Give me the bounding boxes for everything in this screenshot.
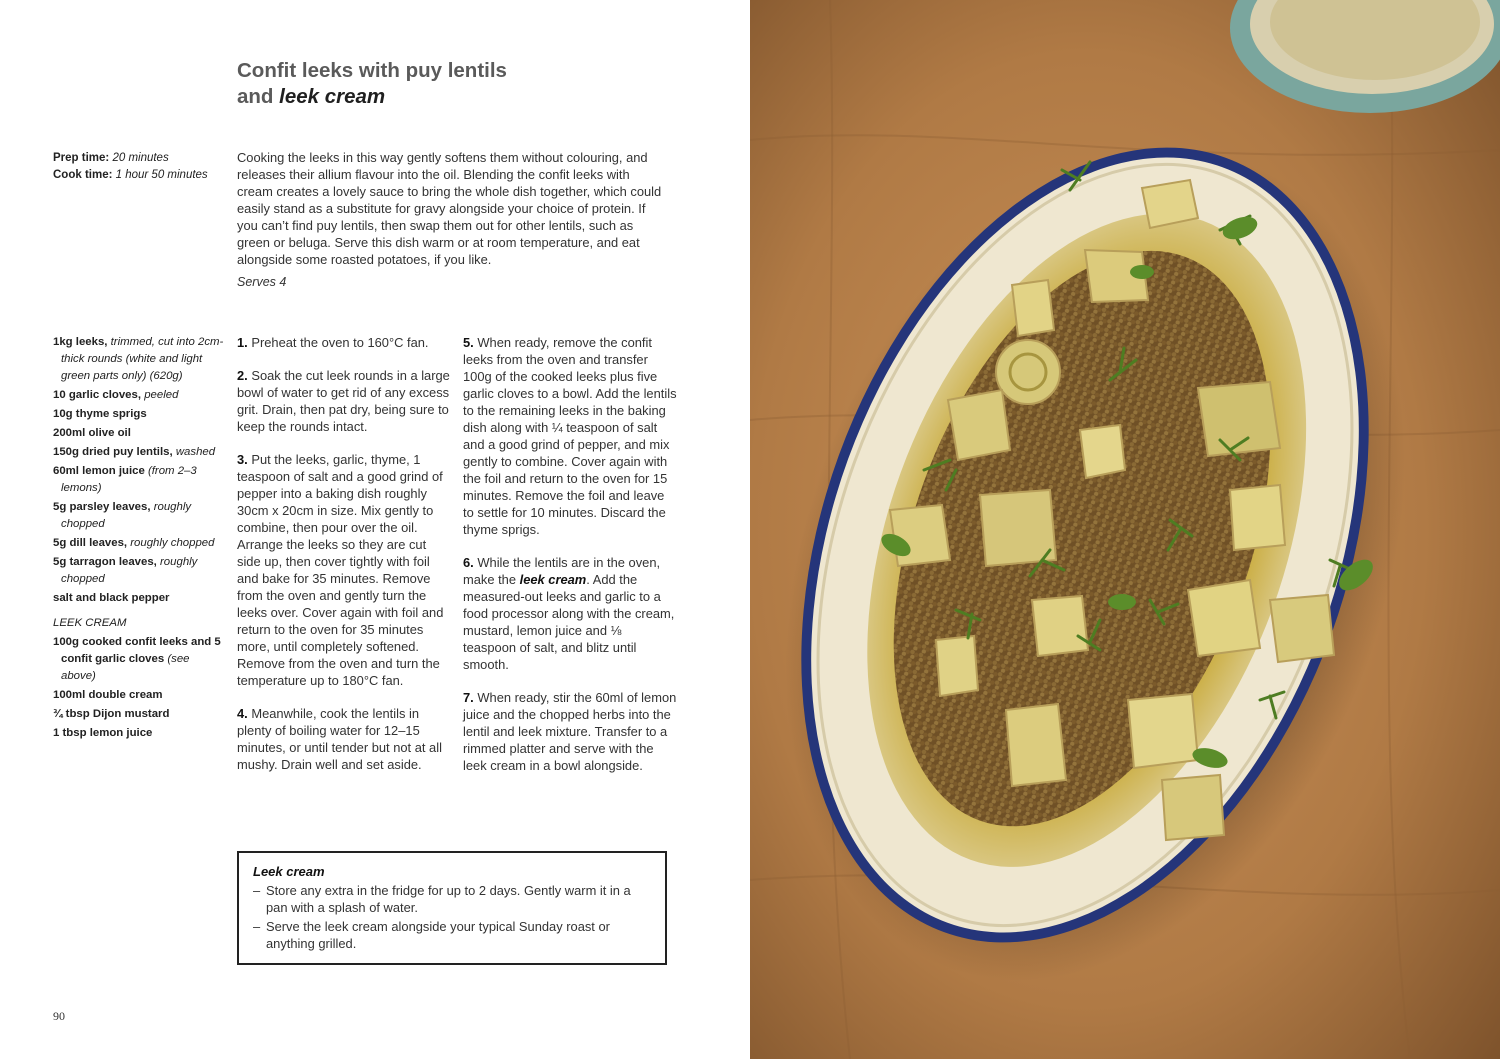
ingredient-note: roughly chopped [61, 556, 198, 585]
ingredient-item [53, 535, 225, 552]
step-text: While the lentils are in the oven, make the [463, 555, 661, 587]
ingredient-item [53, 687, 225, 704]
dish-photo-illustration [750, 0, 1500, 1059]
recipe-title [237, 58, 677, 110]
step-number: 5. [463, 335, 474, 350]
ingredient-name: 5g dill leaves, [53, 537, 128, 549]
recipe-intro: Cooking the leeks in this way gently softens them without colouring, and releases their allium flavour into the oil. Blending the confit leeks with cream creates a lovely sauce to bring the whole dish together, which could easily stand as a substitute for gravy alongside your choice of protein. If you can’t find puy lentils, then swap them out for other lentils, such as green or beluga. Serve this dish warm or at room temperature, and eat alongside some roasted potatoes, if you like. [237, 150, 662, 267]
step-number: 6. [463, 555, 474, 570]
ingredient-note: peeled [144, 389, 179, 401]
method-step-6 [463, 554, 677, 673]
step-text: When ready, remove the confit leeks from the oven and transfer 100g of the cooked leeks plus five garlic cloves to a bowl. Add the lentils to the remaining leeks in the baking dish along with ¼ teaspoon of salt and a good grind of pepper, and mix gently to combine. Cover again with the foil and return to the oven for 15 minutes. Remove the foil and leave to settle for 10 minutes. Discard the thyme sprigs. [463, 335, 677, 537]
ingredient-name: 10 garlic cloves, [53, 389, 142, 401]
ingredient-item [53, 725, 225, 742]
step-text: . Add the measured-out leeks and garlic to a food processor along with the cream, mustard, lemon juice and ⅛ teaspoon of salt, and blitz until smooth. [463, 572, 675, 672]
title-line-2-prefix: and [237, 85, 280, 108]
ingredient-item [53, 387, 225, 404]
prep-time-value: 20 minutes [112, 152, 169, 164]
leek-cream-subheading: LEEK CREAM [53, 617, 127, 629]
step-number: 2. [237, 368, 248, 383]
timing-info [53, 150, 233, 184]
dash-bullet: – [253, 883, 261, 898]
method-column-2 [463, 334, 677, 790]
tip-title: Leek cream [253, 864, 325, 879]
step-number: 1. [237, 335, 248, 350]
ingredient-item [53, 634, 225, 685]
page-number: 90 [53, 1009, 65, 1023]
tip-box [237, 851, 667, 965]
step-number: 4. [237, 706, 248, 721]
method-step-2 [237, 367, 451, 435]
ingredient-name: salt and black pepper [53, 592, 170, 604]
prep-time-label: Prep time: [53, 152, 110, 164]
method-step-4 [237, 705, 451, 773]
ingredient-note: (see above) [61, 653, 190, 682]
method-step-3 [237, 451, 451, 689]
ingredient-name: 100g cooked confit leeks and 5 confit garlic cloves [53, 636, 221, 665]
ingredient-name: 60ml lemon juice [53, 465, 145, 477]
ingredient-name: 1kg leeks, [53, 336, 108, 348]
ingredients-list [53, 334, 225, 744]
step-emphasis: leek cream [519, 572, 587, 587]
dash-bullet: – [253, 919, 261, 934]
ingredient-note: roughly chopped [130, 537, 215, 549]
step-text: Put the leeks, garlic, thyme, 1 teaspoon of salt and a good grind of pepper into a baking dish roughly 30cm x 20cm in size. Mix gently to combine, then pour over the oil. Arrange the leeks so they are cut side up, then cover tightly with foil and bake for 35 minutes. Remove from the oven and gently turn the leeks over. Cover again with foil and return to the oven for 35 minutes more, until completely softened. Remove from the oven and turn the temperature up to 180°C fan. [237, 452, 444, 688]
food-photograph [750, 0, 1500, 1059]
ingredient-name: ¾ tbsp Dijon mustard [53, 708, 170, 720]
tip-text: Store any extra in the fridge for up to 2 days. Gently warm it in a pan with a splash of water. [266, 883, 631, 915]
step-number: 7. [463, 690, 474, 705]
step-text: Meanwhile, cook the lentils in plenty of boiling water for 12–15 minutes, or until tender but not at all mushy. Drain well and set aside. [237, 706, 442, 772]
ingredient-item [53, 706, 225, 723]
ingredient-item [53, 590, 225, 607]
prep-time [53, 150, 233, 167]
ingredient-name: 100ml double cream [53, 689, 163, 701]
method-step-1 [237, 334, 451, 351]
ingredient-name: 10g thyme sprigs [53, 408, 147, 420]
tip-text: Serve the leek cream alongside your typical Sunday roast or anything grilled. [266, 919, 610, 951]
ingredient-item [53, 463, 225, 497]
step-number: 3. [237, 452, 248, 467]
method-step-5 [463, 334, 677, 538]
ingredient-item [53, 444, 225, 461]
ingredient-note: trimmed, cut into 2cm-thick rounds (white and light green parts only) (620g) [61, 336, 224, 382]
ingredient-item [53, 554, 225, 588]
cook-time-label: Cook time: [53, 169, 113, 181]
cook-time-value: 1 hour 50 minutes [115, 169, 208, 181]
ingredient-note: roughly chopped [61, 501, 192, 530]
tip-item [253, 918, 651, 952]
serves-note: Serves 4 [237, 275, 287, 289]
tip-item [253, 882, 651, 916]
ingredient-name: 150g dried puy lentils, [53, 446, 173, 458]
ingredient-item [53, 425, 225, 442]
ingredient-note: washed [175, 446, 216, 458]
ingredient-name: 5g parsley leaves, [53, 501, 151, 513]
ingredient-item [53, 334, 225, 385]
ingredient-name: 200ml olive oil [53, 427, 131, 439]
step-text: Soak the cut leek rounds in a large bowl of water to get rid of any excess grit. Drain, then pat dry, being sure to keep the rounds intact. [237, 368, 450, 434]
ingredient-note: (from 2–3 lemons) [61, 465, 197, 494]
step-text: Preheat the oven to 160°C fan. [251, 335, 429, 350]
step-text: When ready, stir the 60ml of lemon juice and the chopped herbs into the lentil and leek mixture. Transfer to a rimmed platter and serve with the leek cream in a bowl alongside. [463, 690, 677, 773]
method-step-7 [463, 689, 677, 774]
cook-time [53, 167, 233, 184]
ingredient-item [53, 406, 225, 423]
ingredient-name: 5g tarragon leaves, [53, 556, 157, 568]
ingredient-name: 1 tbsp lemon juice [53, 727, 153, 739]
title-line-2-emphasis: leek cream [279, 85, 386, 108]
method-column-1 [237, 334, 451, 789]
title-line-1: Confit leeks with puy lentils [237, 59, 507, 82]
ingredient-item [53, 499, 225, 533]
